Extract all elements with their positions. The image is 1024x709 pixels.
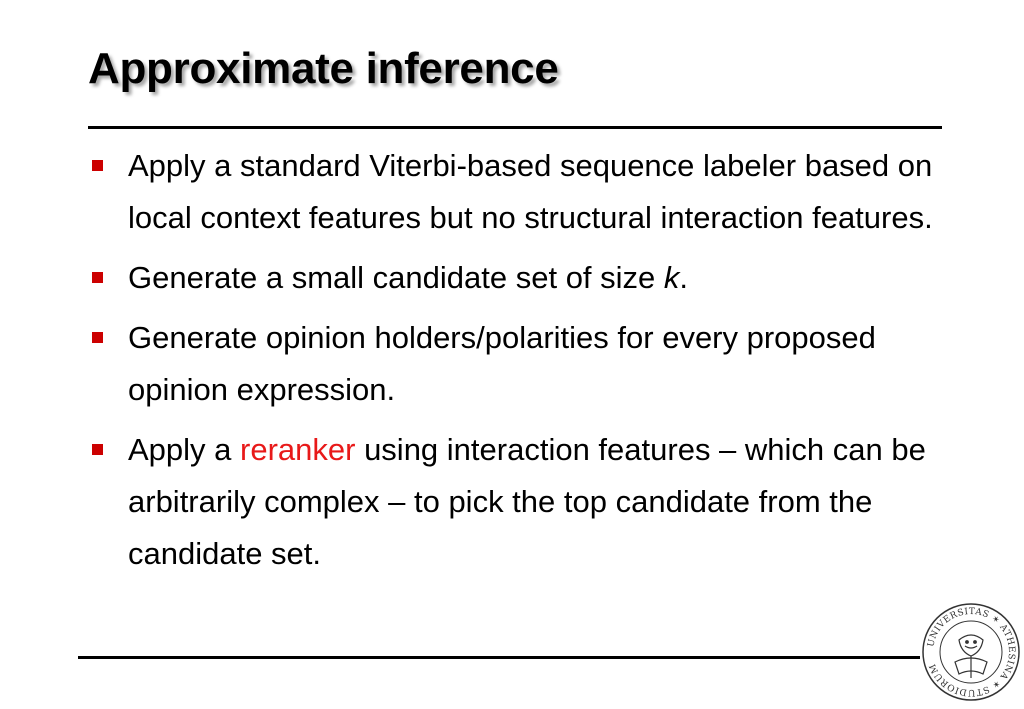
bullet-text: Generate a small candidate set of size [128, 260, 664, 295]
bullet-text-end: . [679, 260, 689, 295]
variable-k: k [663, 260, 680, 295]
bullet-text-end: using interaction features – which can be arbitrarily complex – to pick the top candidate from the candidate set. [128, 432, 926, 571]
bullet-square-icon [92, 272, 103, 283]
bullet-item [88, 140, 938, 244]
bullet-item [88, 312, 938, 416]
seal-emblem-icon [955, 635, 987, 678]
bullet-square-icon [92, 444, 103, 455]
bullet-text: Apply a standard Viterbi-based sequence labeler based on local context features but no structural interaction features. [128, 148, 933, 235]
slide-title: Approximate inference [88, 44, 559, 93]
bullet-square-icon [92, 160, 103, 171]
title-divider [88, 126, 942, 129]
highlighted-term: reranker [240, 432, 356, 467]
bullet-square-icon [92, 332, 103, 343]
footer-divider [78, 656, 920, 659]
seal-text: UNIVERSITAS ✶ ATHESINA ✶ STUDIORUM [926, 606, 1017, 698]
bullet-item [88, 252, 938, 304]
university-seal-icon [921, 600, 1021, 704]
bullet-list [88, 140, 938, 588]
bullet-text: Generate opinion holders/polarities for every proposed opinion expression. [128, 320, 876, 407]
bullet-item [88, 424, 938, 580]
bullet-text: Apply a [128, 432, 241, 467]
